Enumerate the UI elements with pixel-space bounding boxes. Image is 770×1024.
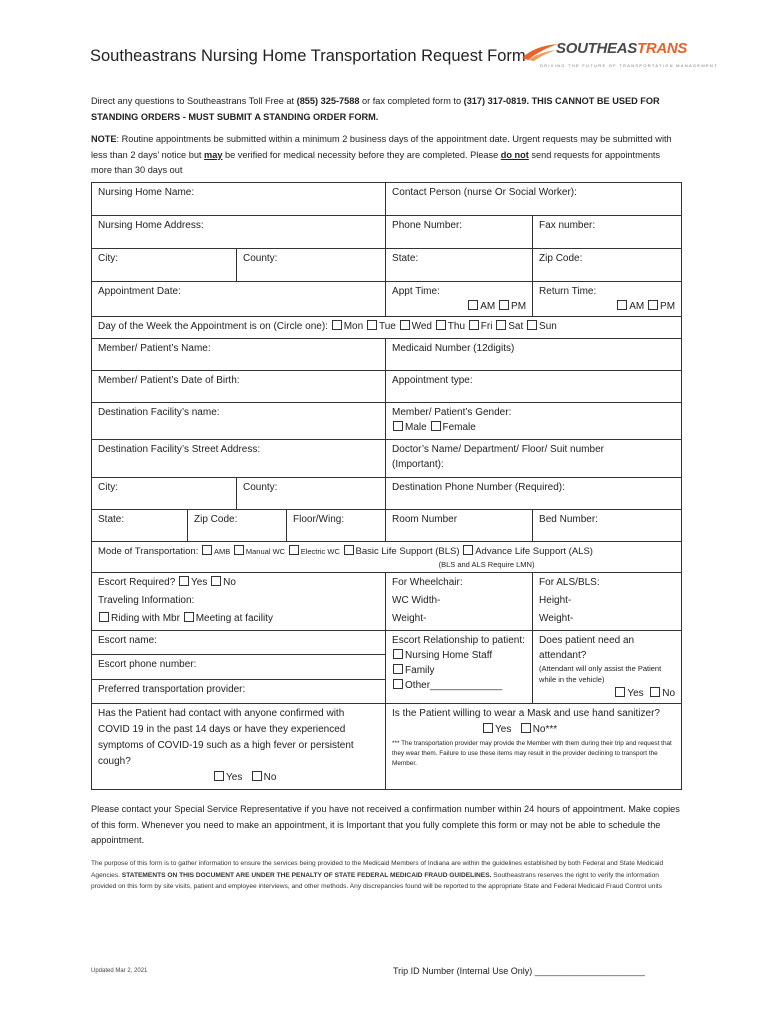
request-form-table (91, 182, 682, 790)
mode-of-transportation-row: Mode of Transportation: AMB Manual WC Electric WC Basic Life Support (BLS) Advance Life Support (ALS) (BLS and ALS Require LMN) (92, 542, 682, 573)
contact-person-field[interactable]: Contact Person (nurse Or Social Worker): (386, 183, 682, 216)
attendant-field[interactable]: Does patient need an attendant? (Attendant will only assist the Patient while in the vehicle) Yes No (533, 631, 682, 704)
dest-zip-field[interactable]: Zip Code: (188, 510, 287, 542)
bls-checkbox[interactable] (344, 545, 354, 555)
fax-number-field[interactable]: Fax number: (533, 216, 682, 249)
wed-checkbox[interactable] (400, 320, 410, 330)
mask-no-checkbox[interactable] (521, 723, 531, 733)
trip-id-field[interactable]: Trip ID Number (Internal Use Only) ______________________ (393, 966, 645, 976)
member-gender-field[interactable]: Member/ Patient’s Gender: Male Female (386, 403, 682, 440)
destination-phone-field[interactable]: Destination Phone Number (Required): (386, 478, 682, 510)
dest-county-field[interactable]: County: (237, 478, 386, 510)
note-paragraph: NOTE: Routine appointments be submitted within a minimum 2 business days of the appointment date. Urgent requests may be submitted with less than 2 days’ notice but may be verified for medical necessity before they are completed. Please do not send requests for appointments more than 30 days out (91, 134, 672, 175)
dest-city-field[interactable]: City: (92, 478, 237, 510)
electric-wc-checkbox[interactable] (289, 545, 299, 555)
destination-name-field[interactable]: Destination Facility’s name: (92, 403, 386, 440)
appointment-type-field[interactable]: Appointment type: (386, 371, 682, 403)
logo-swoosh-icon (520, 40, 560, 62)
logo-wordmark: SOUTHEASTRANS (556, 40, 688, 57)
phone-number-field[interactable]: Phone Number: (386, 216, 533, 249)
manual-wc-checkbox[interactable] (234, 545, 244, 555)
destination-address-field[interactable]: Destination Facility’s Street Address: (92, 440, 386, 478)
thu-checkbox[interactable] (436, 320, 446, 330)
escort-phone-field[interactable]: Escort phone number: (92, 655, 386, 679)
covid-question-field[interactable]: Has the Patient had contact with anyone confirmed with COVID 19 in the past 14 days or have they experienced symptoms of COVID-19 such as a high fever or persistent cough? Yes No (92, 704, 386, 790)
state-field[interactable]: State: (386, 249, 533, 282)
updated-date: Updated Mar 2, 2021 (91, 968, 148, 974)
bed-number-field[interactable]: Bed Number: (533, 510, 682, 542)
purpose-paragraph: The purpose of this form is to gather information to ensure the services being provided to the Medicaid Members of Indiana are within the guidelines established by both Federal and State Medicaid Agencies. STATEMENTS ON THIS DOCUMENT ARE UNDER THE PENALTY OF STATE FEDERAL MEDICAID FRAUD GUIDELINES. Southeastrans reserves the right to verify the information provided on this form by site visits, patient and employee interviews, and other methods. Any discrepancies found will be reported to the appropriate State and Federal Medicaid Fraud Control units (91, 860, 664, 890)
doctor-name-field[interactable]: Doctor’s Name/ Department/ Floor/ Suit number (Important): (386, 440, 682, 478)
county-field[interactable]: County: (237, 249, 386, 282)
contact-paragraph: Please contact your Special Service Representative if you have not received a confirmation number within 24 hours of appointment. Make copies of this form. Whenever you need to make an appointment, it is Important that you fully complete this form or may not be able to schedule the appointment. (91, 804, 680, 845)
female-checkbox[interactable] (431, 421, 441, 431)
als-checkbox[interactable] (463, 545, 473, 555)
member-name-field[interactable]: Member/ Patient’s Name: (92, 339, 386, 371)
escort-yes-checkbox[interactable] (179, 576, 189, 586)
family-checkbox[interactable] (393, 664, 403, 674)
logo-tagline: DRIVING THE FUTURE OF TRANSPORTATION MANAGEMENT (540, 63, 718, 68)
wheelchair-field[interactable]: For Wheelchair: WC Width- Weight- (386, 573, 533, 631)
sun-checkbox[interactable] (527, 320, 537, 330)
day-of-week-row: Day of the Week the Appointment is on (Circle one): Mon Tue Wed Thu Fri Sat Sun (92, 317, 682, 339)
form-title: Southeastrans Nursing Home Transportation Request Form (90, 47, 526, 65)
als-bls-field[interactable]: For ALS/BLS: Height- Weight- (533, 573, 682, 631)
nursing-home-name-field[interactable]: Nursing Home Name: (92, 183, 386, 216)
zip-code-field[interactable]: Zip Code: (533, 249, 682, 282)
nursing-home-staff-checkbox[interactable] (393, 649, 403, 659)
escort-required-field[interactable]: Escort Required? Yes No Traveling Information: Riding with Mbr Meeting at facility (92, 573, 386, 631)
escort-name-field[interactable]: Escort name: (92, 631, 386, 655)
return-time-field[interactable]: Return Time: AM PM (533, 282, 682, 317)
appointment-date-field[interactable]: Appointment Date: (92, 282, 386, 317)
return-pm-checkbox[interactable] (648, 300, 658, 310)
other-checkbox[interactable] (393, 679, 403, 689)
attendant-no-checkbox[interactable] (650, 687, 660, 697)
amb-checkbox[interactable] (202, 545, 212, 555)
intro-paragraph: Direct any questions to Southeastrans Toll Free at (855) 325-7588 or fax completed form to (317) 317-0819. THIS CANNOT BE USED FOR STANDING ORDERS - MUST SUBMIT A STANDING ORDER FORM. (91, 96, 660, 122)
meeting-at-facility-checkbox[interactable] (184, 612, 194, 622)
city-field[interactable]: City: (92, 249, 237, 282)
appt-pm-checkbox[interactable] (499, 300, 509, 310)
mon-checkbox[interactable] (332, 320, 342, 330)
covid-yes-checkbox[interactable] (214, 771, 224, 781)
mask-question-field[interactable]: Is the Patient willing to wear a Mask and use hand sanitizer? Yes No*** *** The transportation provider may provide the Member with them during their trip and request that they wear them. Failure to use these items may result in the provider declining to transport the Member. (386, 704, 682, 790)
tue-checkbox[interactable] (367, 320, 377, 330)
fri-checkbox[interactable] (469, 320, 479, 330)
mask-yes-checkbox[interactable] (483, 723, 493, 733)
medicaid-number-field[interactable]: Medicaid Number (12digits) (386, 339, 682, 371)
return-am-checkbox[interactable] (617, 300, 627, 310)
male-checkbox[interactable] (393, 421, 403, 431)
attendant-yes-checkbox[interactable] (615, 687, 625, 697)
member-dob-field[interactable]: Member/ Patient’s Date of Birth: (92, 371, 386, 403)
nursing-home-address-field[interactable]: Nursing Home Address: (92, 216, 386, 249)
covid-no-checkbox[interactable] (252, 771, 262, 781)
dest-state-field[interactable]: State: (92, 510, 188, 542)
escort-no-checkbox[interactable] (211, 576, 221, 586)
sat-checkbox[interactable] (496, 320, 506, 330)
floor-wing-field[interactable]: Floor/Wing: (287, 510, 386, 542)
room-number-field[interactable]: Room Number (386, 510, 533, 542)
preferred-provider-field[interactable]: Preferred transportation provider: (92, 679, 386, 703)
bls-als-note: (BLS and ALS Require LMN) (438, 560, 535, 569)
appt-am-checkbox[interactable] (468, 300, 478, 310)
riding-with-mbr-checkbox[interactable] (99, 612, 109, 622)
southeastrans-logo (520, 40, 718, 76)
escort-relationship-field[interactable]: Escort Relationship to patient: Nursing Home Staff Family Other_____________ (386, 631, 533, 704)
appt-time-field[interactable]: Appt Time: AM PM (386, 282, 533, 317)
